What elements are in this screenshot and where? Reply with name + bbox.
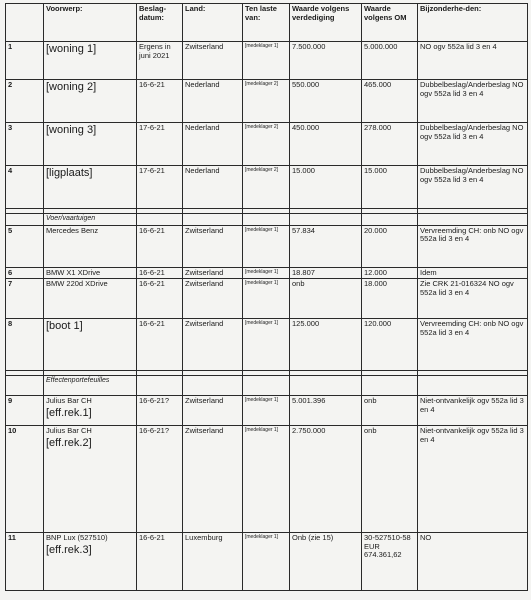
- row-item: [woning 1]: [44, 42, 137, 80]
- row-party: [medeklager 1]: [243, 225, 290, 267]
- row-date: 16-6-21?: [137, 396, 183, 426]
- row-date: 17-6-21: [137, 166, 183, 209]
- row-notes: Dubbelbeslag/Anderbeslag NO ogv 552a lid 3 en 4: [418, 166, 528, 209]
- row-party: [medeklager 1]: [243, 396, 290, 426]
- header-notes: Bijzonderhe-den:: [418, 4, 528, 42]
- table-row: [6, 80, 528, 123]
- row-country: Zwitserland: [183, 279, 243, 319]
- row-value-om: 18.000: [362, 279, 418, 319]
- header-value-defense: Waarde volgens verdediging: [290, 4, 362, 42]
- row-date: 16-6-21: [137, 225, 183, 267]
- row-value-defense: 7.500.000: [290, 42, 362, 80]
- row-item: [44, 396, 137, 426]
- table-row: [6, 319, 528, 371]
- row-party: [medeklager 1]: [243, 267, 290, 279]
- row-item-bank: Julius Bar CH: [46, 396, 92, 405]
- row-notes: Dubbelbeslag/Anderbeslag NO ogv 552a lid 3 en 4: [418, 80, 528, 123]
- row-item: [woning 3]: [44, 123, 137, 166]
- row-item: BMW X1 XDrive: [44, 267, 137, 279]
- header-row: [6, 4, 528, 42]
- row-notes: Niet-ontvankelijk ogv 552a lid 3 en 4: [418, 426, 528, 533]
- row-item: [44, 533, 137, 591]
- row-item: [ligplaats]: [44, 166, 137, 209]
- row-notes: NO: [418, 533, 528, 591]
- row-value-om: 5.000.000: [362, 42, 418, 80]
- row-country: Luxemburg: [183, 533, 243, 591]
- row-nr: 2: [6, 80, 44, 123]
- row-notes: Idem: [418, 267, 528, 279]
- row-date: 17-6-21: [137, 123, 183, 166]
- row-nr: 6: [6, 267, 44, 279]
- row-country: Zwitserland: [183, 319, 243, 371]
- table-row: [6, 166, 528, 209]
- row-item: [44, 426, 137, 533]
- row-party: [medeklager 1]: [243, 279, 290, 319]
- seizure-table: [5, 3, 528, 591]
- row-value-om: 20.000: [362, 225, 418, 267]
- row-value-defense: 550.000: [290, 80, 362, 123]
- header-item: Voorwerp:: [44, 4, 137, 42]
- row-date: 16-6-21: [137, 319, 183, 371]
- row-item-account: [eff.rek.1]: [46, 406, 92, 419]
- row-notes: Dubbelbeslag/Anderbeslag NO ogv 552a lid 3 en 4: [418, 123, 528, 166]
- row-nr: 8: [6, 319, 44, 371]
- row-item: BMW 220d XDrive: [44, 279, 137, 319]
- table-row: [6, 123, 528, 166]
- header-value-om: Waarde volgens OM: [362, 4, 418, 42]
- header-party: Ten laste van:: [243, 4, 290, 42]
- header-nr: [6, 4, 44, 42]
- row-item-bank: BNP Lux (527510): [46, 533, 108, 542]
- row-notes: Vervreemding CH: onb NO ogv 552a lid 3 en 4: [418, 225, 528, 267]
- row-country: Nederland: [183, 166, 243, 209]
- row-country: Zwitserland: [183, 426, 243, 533]
- row-nr: 7: [6, 279, 44, 319]
- row-value-om: 120.000: [362, 319, 418, 371]
- header-country: Land:: [183, 4, 243, 42]
- row-value-om: 465.000: [362, 80, 418, 123]
- row-country: Zwitserland: [183, 267, 243, 279]
- row-party: [medeklager 2]: [243, 80, 290, 123]
- row-value-defense: 450.000: [290, 123, 362, 166]
- row-value-defense: 57.834: [290, 225, 362, 267]
- table-row: [6, 426, 528, 533]
- row-nr: 3: [6, 123, 44, 166]
- section-row: [6, 214, 528, 226]
- row-notes: Niet-ontvankelijk ogv 552a lid 3 en 4: [418, 396, 528, 426]
- row-country: Zwitserland: [183, 396, 243, 426]
- row-item-bank: Julius Bar CH: [46, 426, 92, 435]
- row-item: Mercedes Benz: [44, 225, 137, 267]
- row-value-defense: 2.750.000: [290, 426, 362, 533]
- row-nr: 11: [6, 533, 44, 591]
- row-party: [medeklager 1]: [243, 42, 290, 80]
- row-country: Nederland: [183, 123, 243, 166]
- row-value-defense: 15.000: [290, 166, 362, 209]
- row-notes: NO ogv 552a lid 3 en 4: [418, 42, 528, 80]
- row-value-defense: Onb (zie 15): [290, 533, 362, 591]
- row-value-om: 278.000: [362, 123, 418, 166]
- row-item: [boot 1]: [44, 319, 137, 371]
- row-party: [medeklager 1]: [243, 533, 290, 591]
- row-value-om: 30-527510-58 EUR 674.361,62: [362, 533, 418, 591]
- row-notes: Zie CRK 21-016324 NO ogv 552a lid 3 en 4: [418, 279, 528, 319]
- row-date: 16-6-21: [137, 80, 183, 123]
- row-party: [medeklager 1]: [243, 319, 290, 371]
- table-row: [6, 267, 528, 279]
- section-title-portfolios: Effectenportefeuilles: [44, 376, 137, 396]
- row-country: Zwitserland: [183, 42, 243, 80]
- row-date: 16-6-21: [137, 279, 183, 319]
- row-nr: 5: [6, 225, 44, 267]
- row-nr: 1: [6, 42, 44, 80]
- row-date: 16-6-21: [137, 533, 183, 591]
- row-item: [woning 2]: [44, 80, 137, 123]
- header-date: Beslag-datum:: [137, 4, 183, 42]
- row-party: [medeklager 1]: [243, 426, 290, 533]
- row-value-om: 15.000: [362, 166, 418, 209]
- row-date: Ergens in juni 2021: [137, 42, 183, 80]
- row-value-om: onb: [362, 396, 418, 426]
- table-row: [6, 225, 528, 267]
- row-nr: 10: [6, 426, 44, 533]
- table-row: [6, 533, 528, 591]
- row-date: 16-6-21: [137, 267, 183, 279]
- row-date: 16-6-21?: [137, 426, 183, 533]
- row-item-account: [eff.rek.2]: [46, 436, 92, 449]
- row-value-defense: 125.000: [290, 319, 362, 371]
- row-country: Zwitserland: [183, 225, 243, 267]
- row-party: [medeklager 2]: [243, 123, 290, 166]
- row-value-defense: 18.807: [290, 267, 362, 279]
- table-row: [6, 279, 528, 319]
- row-item-account: [eff.rek.3]: [46, 543, 92, 556]
- row-notes: Vervreemding CH: onb NO ogv 552a lid 3 en 4: [418, 319, 528, 371]
- row-value-defense: 5.001.396: [290, 396, 362, 426]
- row-nr: 9: [6, 396, 44, 426]
- table-row: [6, 42, 528, 80]
- row-value-defense: onb: [290, 279, 362, 319]
- row-party: [medeklager 2]: [243, 166, 290, 209]
- row-value-om: onb: [362, 426, 418, 533]
- table-row: [6, 396, 528, 426]
- row-value-om: 12.000: [362, 267, 418, 279]
- section-title-vehicles: Voer/vaartuigen: [44, 214, 137, 226]
- row-country: Nederland: [183, 80, 243, 123]
- row-nr: 4: [6, 166, 44, 209]
- section-row: [6, 376, 528, 396]
